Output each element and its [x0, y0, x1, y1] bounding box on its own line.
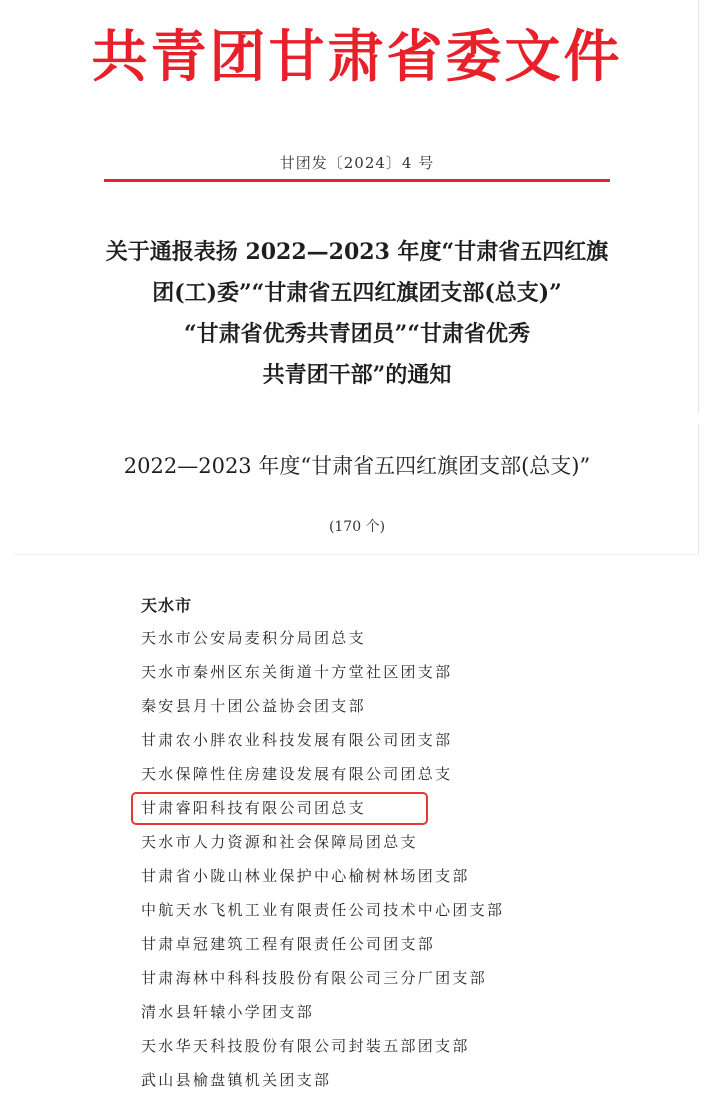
list-item-highlighted: 甘肃睿阳科技有限公司团总支 [141, 799, 366, 817]
list-item: 秦安县月十团公益协会团支部 [141, 697, 366, 715]
list-item: 武山县榆盘镇机关团支部 [141, 1071, 332, 1089]
organization-list [141, 623, 504, 1099]
notice-title [60, 232, 654, 396]
list-item: 清水县轩辕小学团支部 [141, 1003, 315, 1021]
list-item: 天水市公安局麦积分局团总支 [141, 629, 366, 647]
list-item: 中航天水飞机工业有限责任公司技术中心团支部 [141, 901, 505, 919]
city-heading: 天水市 [141, 596, 193, 615]
list-item: 天水华天科技股份有限公司封装五部团支部 [141, 1037, 470, 1055]
highlight-box [131, 792, 428, 825]
list-item: 甘肃农小胖农业科技发展有限公司团支部 [141, 731, 453, 749]
notice-title-line: 关于通报表扬 2022—2023 年度“甘肃省五四红旗 [105, 239, 609, 265]
notice-title-line: 团(工)委”“甘肃省五四红旗团支部(总支)” [152, 280, 562, 306]
list-item: 甘肃海林中科科技股份有限公司三分厂团支部 [141, 969, 488, 987]
list-item: 甘肃省小陇山林业保护中心榆树林场团支部 [141, 867, 470, 885]
list-item: 天水保障性住房建设发展有限公司团总支 [141, 765, 453, 783]
list-item: 天水市秦州区东关街道十方堂社区团支部 [141, 663, 453, 681]
notice-title-line: “甘肃省优秀共青团员”“甘肃省优秀 [184, 321, 530, 347]
section-count: (170 个) [328, 519, 386, 535]
list-item: 天水市人力资源和社会保障局团总支 [141, 833, 418, 851]
notice-title-line: 共青团干部”的通知 [262, 362, 452, 388]
section-title: 2022—2023 年度“甘肃省五四红旗团支部(总支)” [123, 454, 591, 478]
list-item: 甘肃卓冠建筑工程有限责任公司团支部 [141, 935, 436, 953]
document-number: 甘团发〔2024〕4 号 [279, 154, 435, 172]
document-issuer-header: 共青团甘肃省委文件 [91, 24, 623, 90]
red-divider-line [104, 179, 610, 182]
